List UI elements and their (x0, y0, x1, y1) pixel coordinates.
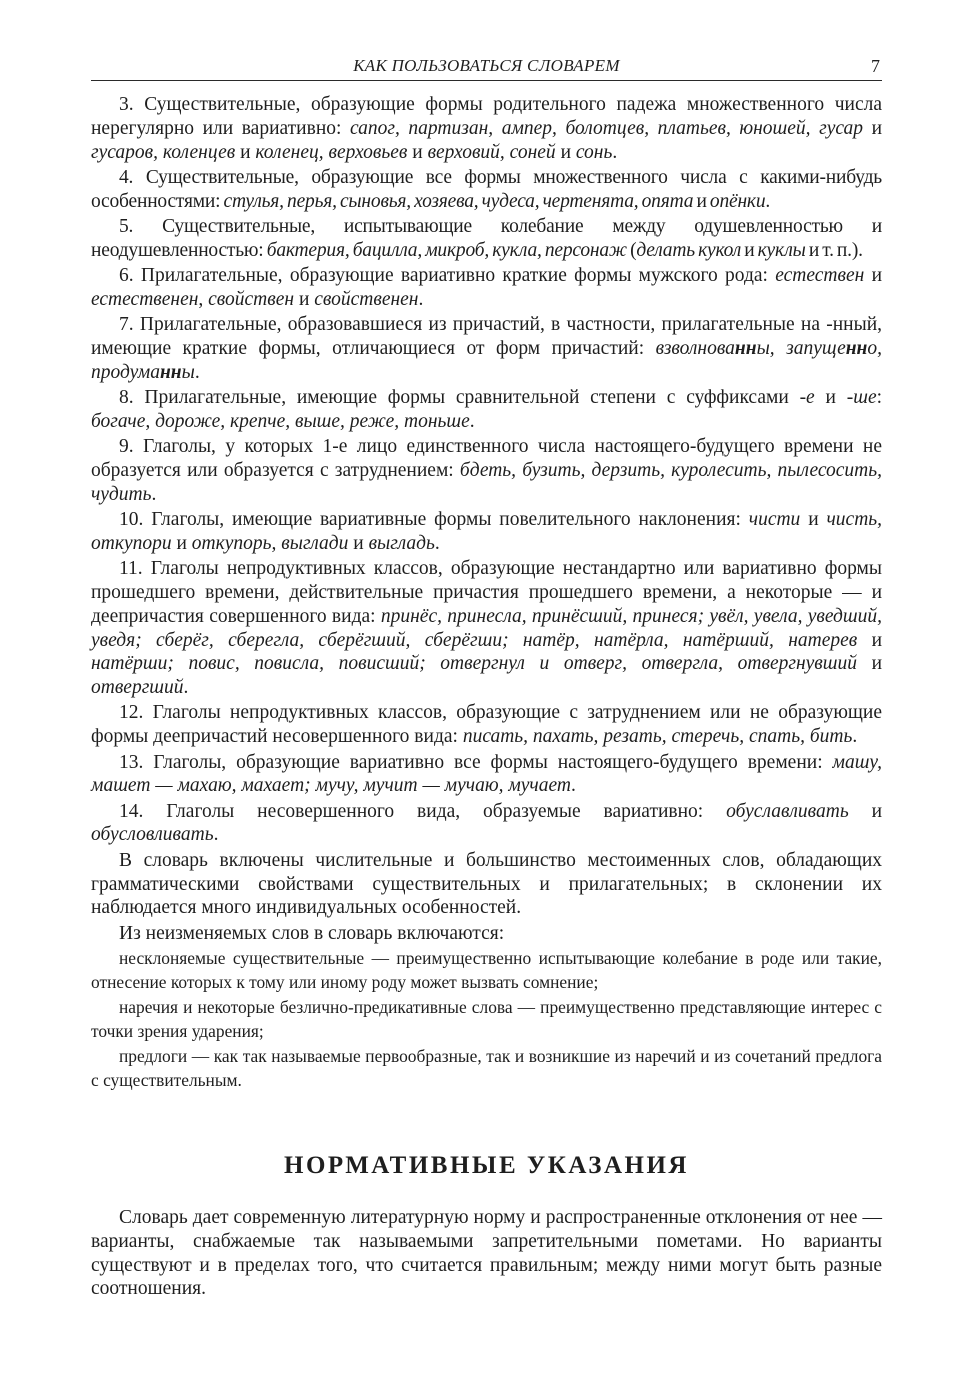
list-item-7: 7. Прилагательные, образовавшиеся из причастий, в частности, прилагательные на -нный, имеющие краткие формы, отличающиеся от форм причастий: взволнованны, запущенно, продуманны. (91, 314, 883, 383)
page-number: 7 (871, 56, 880, 76)
list-item-3: 3. Существительные, образующие формы родительного падежа множественного числа нерегулярно или вариативно: сапог, партизан, ампер, болотцев, платьев, юношей, гусар и гусаров, коленцев и коленец, верховьев и верховий, соней и сонь. (91, 94, 882, 163)
list-item-11: 11. Глаголы непродуктивных классов, образующие нестандартно или вариативно формы прошедшего времени, действительные причастия прошедшего времени, а некоторые — и деепричастия совершенного вида: принёс, принесла, принёсший, принеся; увёл, увела, уведший, уведя; сберёг, сберегла, сберёгший, сберёгши; натёр, натёрла, натёрший, натерев и натёрши; повис, повисла, повисший; отвергнул и отверг, отвергла, отвергнувший и отвергший. (91, 558, 883, 699)
page-header (91, 56, 882, 81)
list-item-13: 13. Глаголы, образующие вариативно все формы настоящего-будущего времени: машу, машет — махаю, махает; мучу, мучит — мучаю, мучает. (91, 751, 882, 797)
main-text (91, 93, 882, 1094)
list-item-9: 9. Глаголы, у которых 1-е лицо единственного числа настоящего-будущего времени не образуется или образуется с затруднением: бдеть, бузить, дерзить, куролесить, пылесосить, чудить. (91, 436, 883, 505)
list-item-10: 10. Глаголы, имеющие вариативные формы повелительного наклонения: чисти и чисть, откупори и откупорь, выглади и выгладь. (91, 509, 883, 554)
paragraph-numerals: В словарь включены числительные и большинство местоименных слов, обладающих грамматическими свойствами существительных и прилагательных; в склонении их наблюдается много индивидуальных особенностей. (91, 849, 882, 919)
list-item-5: 5. Существительные, испытывающие колебание между одушевленностью и неодушевленностью: бактерия, бацилла, микроб, кукла, персонаж (делать кукол и куклы и т. п.). (91, 215, 882, 261)
list-item-6: 6. Прилагательные, образующие вариативно краткие формы мужского рода: естествен и естественен, свойствен и свойственен. (91, 265, 883, 310)
paragraph-adverbs: наречия и некоторые безлично-предикативные слова — преимущественно представляющие интерес с точки зрения ударения; (91, 996, 882, 1041)
paragraph-indeclinables: Из неизменяемых слов в словарь включаются: (119, 922, 505, 944)
list-item-14: 14. Глаголы несовершенного вида, образуемые вариативно: обуславливать и обусловливать. (91, 800, 883, 846)
list-item-8: 8. Прилагательные, имеющие формы сравнительной степени с суффиксами -е и -ше: богаче, дороже, крепче, выше, реже, тоньше. (91, 387, 883, 432)
section-title: НОРМАТИВНЫЕ УКАЗАНИЯ (284, 1152, 689, 1179)
list-item-12: 12. Глаголы непродуктивных классов, образующие с затруднением или не образующие формы деепричастий несовершенного вида: писать, пахать, резать, стеречь, спать, бить. (91, 702, 883, 748)
running-title: КАК ПОЛЬЗОВАТЬСЯ СЛОВАРЕМ (353, 56, 620, 75)
list-item-4: 4. Существительные, образующие все формы множественного числа с какими-нибудь особенностями: стулья, перья, сыновья, хозяева, чудеса, чертенята, опята и опёнки. (91, 166, 882, 212)
paragraph-prepositions: предлоги — как так называемые первообразные, так и возникшие из наречий и из сочетаний предлога с существительным. (91, 1046, 882, 1090)
paragraph-nouns: несклоняемые существительные — преимущественно испытывающие колебание в роде или такие, отнесение которых к тому или иному роду может вызвать сомнение; (91, 947, 882, 992)
section-intro: Словарь дает современную литературную норму и распространенные отклонения от нее — варианты, снабжаемые так называемыми запретительными пометами. Но варианты существуют и в пределах того, что считается правильным; между ними могут быть разные соотношения. (91, 1207, 882, 1300)
section-body (91, 1206, 882, 1301)
